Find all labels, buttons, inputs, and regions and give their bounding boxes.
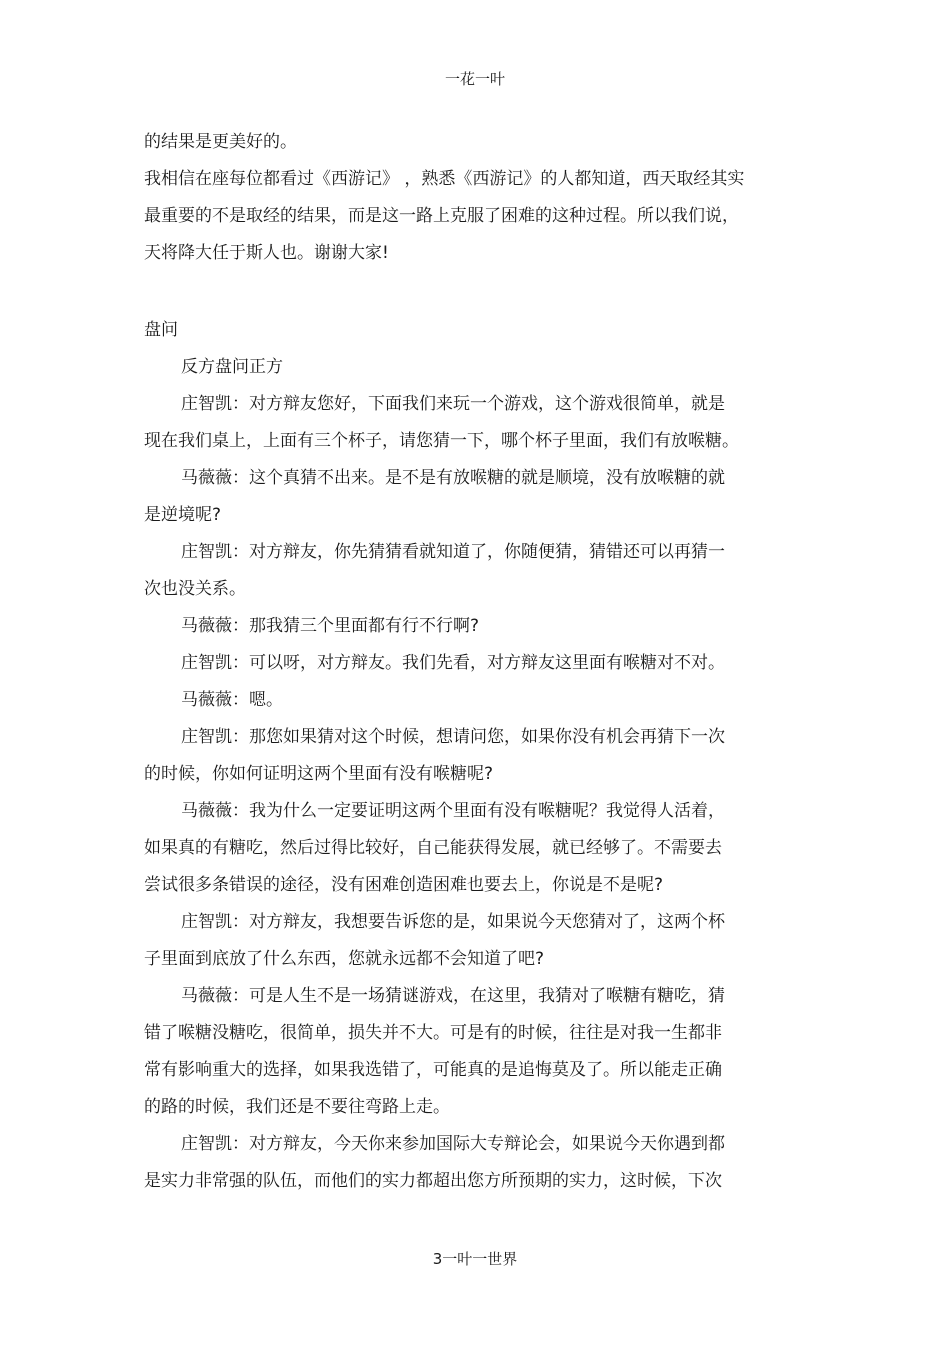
text-line: 天将降大任于斯人也。谢谢大家! (144, 243, 389, 263)
text-line: 的结果是更美好的。 (144, 132, 297, 152)
dialogue-line: 庄智凯：那您如果猜对这个时候，想请问您，如果你没有机会再猜下一次 (181, 727, 725, 747)
dialogue-line: 错了喉糖没糖吃，很简单，损失并不大。可是有的时候，往往是对我一生都非 (144, 1023, 722, 1043)
section-title: 盘问 (144, 320, 178, 340)
dialogue-line: 尝试很多条错误的途径，没有困难创造困难也要去上，你说是不是呢? (144, 875, 664, 895)
section-subtitle: 反方盘问正方 (181, 357, 283, 377)
dialogue-line: 是实力非常强的队伍，而他们的实力都超出您方所预期的实力，这时候，下次 (144, 1171, 722, 1191)
dialogue-line: 是逆境呢? (144, 505, 222, 525)
dialogue-line: 马薇薇：我为什么一定要证明这两个里面有没有喉糖呢？我觉得人活着， (181, 801, 725, 821)
dialogue-line: 庄智凯：对方辩友您好，下面我们来玩一个游戏，这个游戏很简单，就是 (181, 394, 725, 414)
document-body (144, 124, 784, 1200)
dialogue-line: 马薇薇：嗯。 (181, 690, 283, 710)
page-footer: 3一叶一世界 (432, 1250, 518, 1268)
dialogue-transcript (144, 386, 784, 1200)
dialogue-line: 常有影响重大的选择，如果我选错了，可能真的是追悔莫及了。所以能走正确 (144, 1060, 722, 1080)
dialogue-line: 马薇薇：这个真猜不出来。是不是有放喉糖的就是顺境，没有放喉糖的就 (181, 468, 725, 488)
dialogue-line: 子里面到底放了什么东西，您就永远都不会知道了吧? (144, 949, 545, 969)
page-header: 一花一叶 (444, 70, 505, 88)
dialogue-line: 如果真的有糖吃，然后过得比较好，自己能获得发展，就已经够了。不需要去 (144, 838, 722, 858)
text-line: 最重要的不是取经的结果，而是这一路上克服了困难的这种过程。所以我们说， (144, 206, 739, 226)
paragraph-gap (144, 272, 784, 312)
dialogue-line: 次也没关系。 (144, 579, 246, 599)
dialogue-line: 马薇薇：可是人生不是一场猜谜游戏，在这里，我猜对了喉糖有糖吃，猜 (181, 986, 725, 1006)
dialogue-line: 庄智凯：对方辩友，你先猜猜看就知道了，你随便猜，猜错还可以再猜一 (181, 542, 725, 562)
dialogue-line: 庄智凯：对方辩友，我想要告诉您的是，如果说今天您猜对了，这两个杯 (181, 912, 725, 932)
dialogue-line: 庄智凯：对方辩友，今天你来参加国际大专辩论会，如果说今天你遇到都 (181, 1134, 725, 1154)
dialogue-line: 的时候，你如何证明这两个里面有没有喉糖呢? (144, 764, 494, 784)
intro-paragraph (144, 124, 784, 272)
dialogue-line: 马薇薇：那我猜三个里面都有行不行啊? (181, 616, 480, 636)
dialogue-line: 庄智凯：可以呀，对方辩友。我们先看，对方辩友这里面有喉糖对不对。 (181, 653, 725, 673)
dialogue-line: 现在我们桌上，上面有三个杯子，请您猜一下，哪个杯子里面，我们有放喉糖。 (144, 431, 739, 451)
dialogue-line: 的路的时候，我们还是不要往弯路上走。 (144, 1097, 450, 1117)
text-line: 我相信在座每位都看过《西游记》 ，熟悉《西游记》的人都知道，西天取经其实 (144, 169, 745, 189)
